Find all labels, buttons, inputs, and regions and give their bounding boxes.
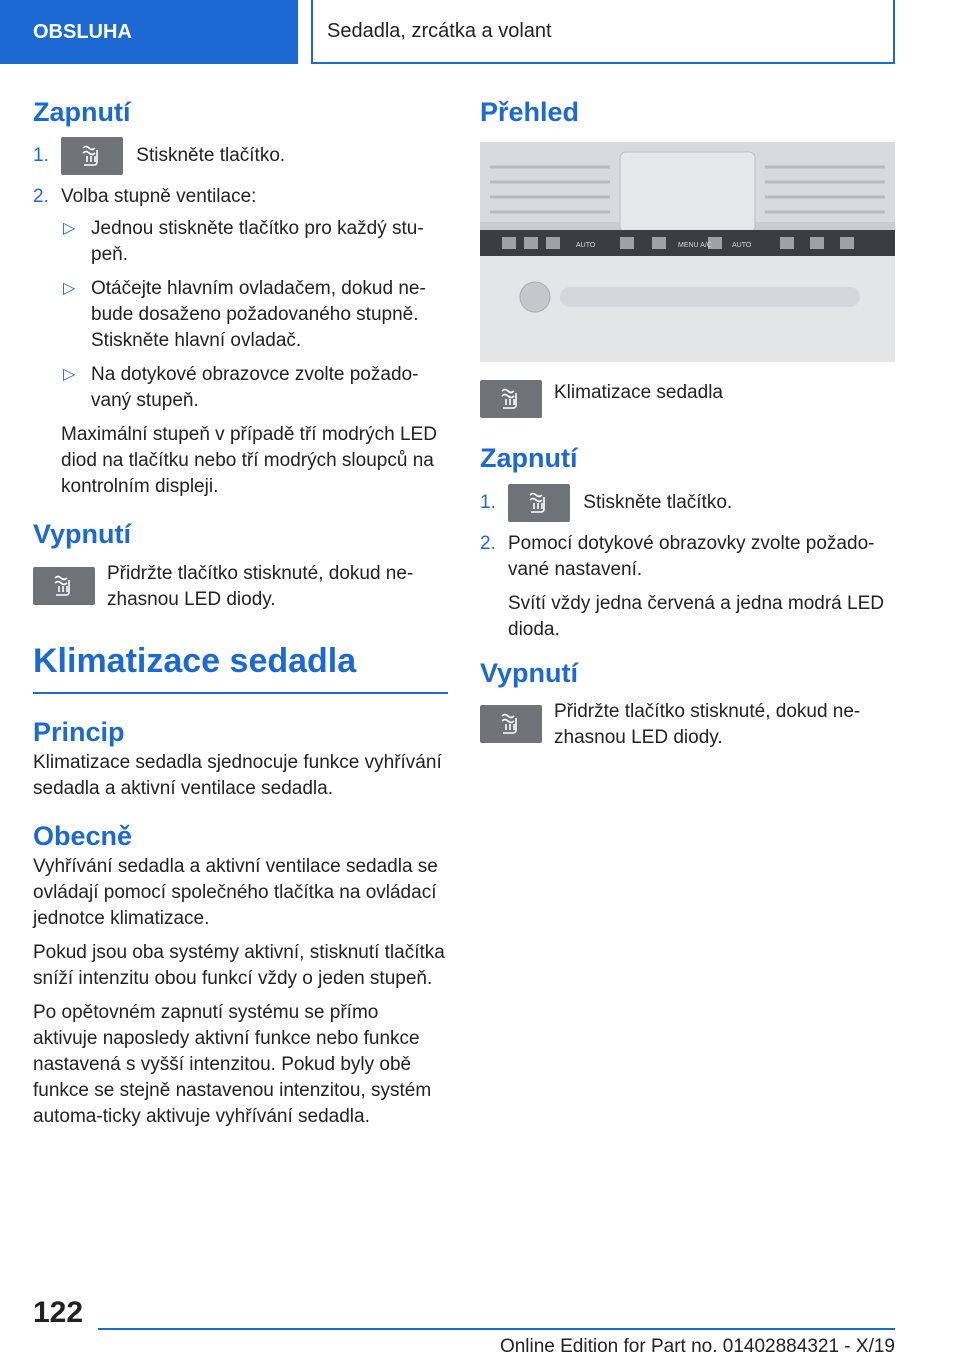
triangle-icon: ▷ <box>63 280 76 298</box>
seat-climate-icon <box>480 380 542 418</box>
obecne-paragraph-1: Vyhřívání sedadla a aktivní ventilace sedadla se ovládají pomocí společného tlačítka na ovládací jednotce klimatizace. <box>33 856 438 930</box>
step-number: 2. <box>480 532 496 554</box>
seat-climate-icon <box>508 484 570 522</box>
section-tab[interactable]: OBSLUHA <box>0 0 298 64</box>
vypnuti-text: Přidržte tlačítko stisknuté, dokud ne-zhasnou LED diody. <box>107 562 414 610</box>
step-1 <box>480 483 895 523</box>
bullet-item <box>61 362 448 414</box>
obecne-paragraph-2: Pokud jsou oba systémy aktivní, stisknutí tlačítka sníží intenzitu obou funkcí vždy o jeden stupeň. <box>33 942 445 990</box>
step-2 <box>33 184 448 500</box>
heading-obecne: Obecně <box>33 820 133 851</box>
bullet-text: Na dotykové obrazovce zvolte požado-vaný stupeň. <box>91 364 419 412</box>
heading-vypnuti: Vypnutí <box>33 519 131 550</box>
page-number: 122 <box>33 1296 84 1329</box>
obecne-paragraph-3: Po opětovném zapnutí systému se přímo aktivuje naposledy aktivní funkce nebo funkce nastavená s vyšší intenzitou. Pokud byly obě funkce se stejně nastavenou intenzitou, systém automa-ticky aktivuje vyhřívání sedadla. <box>33 1002 432 1128</box>
vypnuti-text: Přidržte tlačítko stisknuté, dokud ne-zhasnou LED diody. <box>554 701 861 749</box>
footer-divider <box>98 1328 895 1330</box>
step-text: Stiskněte tlačítko. <box>583 491 733 513</box>
left-column <box>33 96 448 1130</box>
section-title: Klimatizace sedadla <box>33 641 448 694</box>
bullet-list <box>61 216 448 414</box>
vypnuti-row <box>480 699 895 751</box>
triangle-icon: ▷ <box>63 366 76 384</box>
photo-label: AUTO <box>732 242 752 250</box>
step-text: Pomocí dotykové obrazovky zvolte požado-vané nastavení. <box>508 532 875 580</box>
step-number: 2. <box>33 186 49 208</box>
heading-zapnuti: Zapnutí <box>33 97 131 127</box>
seat-climate-icon <box>33 567 95 605</box>
bullet-item <box>61 276 448 354</box>
icon-caption: Klimatizace sedadla <box>554 382 723 404</box>
seat-climate-icon <box>61 137 123 175</box>
heading-prehled: Přehled <box>480 97 580 127</box>
bullet-item <box>61 216 448 268</box>
photo-label: MENU A/C <box>678 242 712 250</box>
chapter-tab[interactable]: Sedadla, zrcátka a volant <box>311 0 895 64</box>
step-text: Volba stupně ventilace: <box>61 186 257 208</box>
heading-vypnuti: Vypnutí <box>480 657 578 688</box>
overview-icon-row <box>480 380 895 418</box>
step-note: Maximální stupeň v případě tří modrých LED diod na tlačítku nebo tří modrých sloupců na kontrolním displeji. <box>61 424 437 498</box>
step-2 <box>480 531 895 643</box>
bullet-text: Otáčejte hlavním ovladačem, dokud ne-bude dosaženo požadovaného stupně. Stiskněte hlavní ovladač. <box>91 278 426 352</box>
step-number: 1. <box>480 491 496 513</box>
heading-princip: Princip <box>33 716 125 747</box>
page-header <box>0 0 960 66</box>
step-1 <box>33 136 448 176</box>
steps-list <box>33 136 448 500</box>
edition-text: Online Edition for Part no. 01402884321 - X/19 <box>499 1336 895 1357</box>
climate-panel-illustration <box>480 142 895 362</box>
vypnuti-row <box>33 561 448 613</box>
triangle-icon: ▷ <box>63 220 76 238</box>
photo-label: AUTO <box>576 242 596 250</box>
step-number: 1. <box>33 145 49 167</box>
step-text: Stiskněte tlačítko. <box>136 145 286 167</box>
princip-text: Klimatizace sedadla sjednocuje funkce vyhřívání sedadla a aktivní ventilace sedadla. <box>33 751 442 799</box>
bullet-text: Jednou stiskněte tlačítko pro každý stu-peň. <box>91 218 424 266</box>
climate-panel-photo <box>480 142 895 362</box>
right-column <box>480 96 895 751</box>
step-note: Svítí vždy jedna červená a jedna modrá LED dioda. <box>508 592 884 640</box>
steps-list <box>480 483 895 643</box>
heading-zapnuti: Zapnutí <box>480 443 578 474</box>
seat-climate-icon <box>480 705 542 743</box>
